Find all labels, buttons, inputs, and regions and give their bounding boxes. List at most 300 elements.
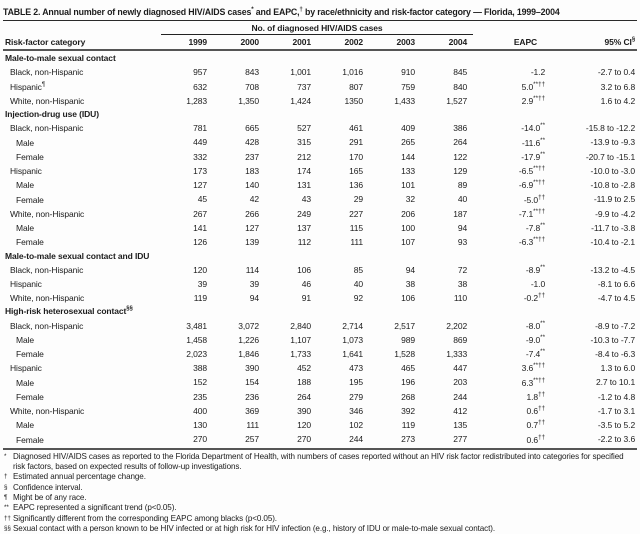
case-count-2002: 40 — [353, 278, 363, 289]
case-count-2000: 428 — [245, 137, 259, 148]
case-count-2000: 237 — [245, 151, 259, 162]
footnotes — [3, 448, 637, 534]
eapc-sup: ** — [540, 319, 546, 327]
case-count-2003: 144 — [401, 151, 415, 162]
eapc-cell — [473, 220, 561, 234]
table-row — [3, 360, 637, 374]
case-count-2004: 72 — [457, 264, 468, 275]
row-label-cell — [3, 346, 161, 360]
case-count-2003: 268 — [401, 391, 415, 402]
row-label-text: Hispanic — [10, 165, 42, 176]
eapc-value: -8.0 — [525, 320, 541, 331]
case-count-2004: 40 — [457, 194, 468, 205]
case-count-2003: 392 — [401, 405, 415, 416]
ci-cell: -10.0 to -3.0 — [590, 165, 636, 176]
ci-cell: -13.2 to -4.5 — [590, 264, 636, 275]
case-count-2004: 93 — [457, 237, 468, 248]
table-row — [3, 177, 637, 191]
case-count-1999: 400 — [193, 405, 207, 416]
footnote — [3, 493, 637, 503]
footnote-text: Confidence interval. — [13, 482, 83, 492]
case-count-2001: 527 — [297, 123, 311, 134]
eapc-cell — [473, 93, 561, 107]
case-count-2002: 1350 — [344, 95, 363, 106]
eapc-sup: ** — [540, 222, 546, 230]
case-count-2000: 236 — [245, 391, 259, 402]
col-header-2004: 2004 — [448, 37, 468, 48]
ci-cell: -9.9 to -4.2 — [595, 208, 636, 219]
case-count-2002: 102 — [349, 420, 363, 431]
row-label-sup: ¶ — [41, 81, 45, 88]
row-label-text: Hispanic — [10, 278, 42, 289]
case-count-1999: 270 — [193, 434, 207, 445]
case-count-2004: 187 — [453, 208, 468, 219]
row-label-cell — [3, 332, 161, 346]
case-count-1999: 173 — [193, 165, 207, 176]
eapc-cell — [473, 346, 561, 360]
case-count-1999: 388 — [193, 363, 207, 374]
case-count-2004: 129 — [453, 165, 468, 176]
row-label-cell — [3, 318, 161, 332]
row-label-text: Male — [16, 222, 35, 233]
section-header-row — [3, 304, 637, 317]
eapc-cell — [473, 163, 561, 177]
case-count-2000: 665 — [245, 123, 259, 134]
footnote-marker: * — [4, 452, 7, 460]
case-count-2002: 346 — [349, 405, 363, 416]
case-count-2001: 174 — [297, 165, 311, 176]
eapc-value: -11.6 — [521, 137, 541, 148]
eapc-sup: **†† — [533, 207, 546, 215]
eapc-value: -17.9 — [521, 151, 541, 162]
case-count-1999: 45 — [197, 194, 207, 205]
span-header-spacer-left — [3, 21, 161, 35]
ci-cell: -8.4 to -6.3 — [595, 349, 636, 359]
row-label-cell — [3, 417, 161, 431]
col-header-2003: 2003 — [396, 37, 415, 48]
section-header-row — [3, 107, 637, 120]
row-label-cell — [3, 360, 161, 374]
table-row — [3, 417, 637, 431]
case-count-2004: 89 — [457, 180, 468, 191]
eapc-cell — [473, 64, 561, 78]
row-label-text: White, non-Hispanic — [10, 405, 85, 416]
table-title-text: TABLE 2. Annual number of newly diagnosed HIV/AIDS cases — [3, 6, 252, 17]
row-label-text: Black, non-Hispanic — [10, 67, 84, 78]
row-label-cell — [3, 220, 161, 234]
case-count-2004: 447 — [453, 363, 468, 374]
eapc-value: 0.7 — [526, 420, 539, 431]
eapc-value: 3.6 — [521, 363, 534, 374]
row-label-text: Female — [16, 349, 44, 359]
col-header-risk-factor: Risk-factor category — [5, 37, 86, 48]
row-label-cell — [3, 375, 161, 389]
ci-cell: 1.3 to 6.0 — [600, 363, 636, 374]
table-row — [3, 318, 637, 332]
eapc-cell — [473, 79, 561, 93]
table-row — [3, 192, 637, 206]
footnote-text: EAPC represented a significant trend (p<0.05). — [13, 503, 177, 513]
case-count-2000: 42 — [249, 194, 259, 205]
case-count-2001: 1,733 — [290, 349, 311, 359]
table-row — [3, 163, 637, 177]
case-count-2001: 91 — [301, 293, 311, 304]
case-count-1999: 127 — [193, 180, 207, 191]
case-count-2003: 759 — [401, 81, 415, 92]
case-count-2000: 708 — [245, 81, 259, 92]
case-count-2001: 2,840 — [290, 320, 311, 331]
ci-cell: -2.2 to 3.6 — [597, 434, 636, 445]
case-count-2004: 277 — [453, 434, 468, 445]
row-label-text: Male — [16, 334, 35, 345]
table-row — [3, 290, 637, 304]
case-count-2001: 112 — [297, 237, 311, 248]
footnote-text: Estimated annual percentage change. — [13, 472, 146, 482]
eapc-sup: ** — [540, 333, 546, 341]
col-header-1999: 1999 — [188, 37, 207, 48]
eapc-sup: †† — [538, 433, 546, 441]
case-count-2004: 1,527 — [446, 95, 468, 106]
case-count-2001: 131 — [297, 180, 311, 191]
case-count-2002: 1,641 — [342, 349, 363, 359]
case-count-2004: 840 — [453, 81, 468, 92]
section-label-text: Injection-drug use (IDU) — [5, 109, 99, 120]
row-label-text: White, non-Hispanic — [10, 293, 85, 304]
eapc-cell — [473, 234, 561, 248]
case-count-2003: 1,528 — [394, 349, 415, 359]
case-count-2003: 265 — [401, 137, 415, 148]
case-count-2000: 111 — [246, 420, 259, 431]
section-label — [3, 107, 637, 120]
footnote-marker: §§ — [4, 524, 11, 532]
eapc-sup: †† — [538, 419, 546, 427]
ci-cell: -2.7 to 0.4 — [597, 67, 636, 78]
eapc-sup: †† — [538, 292, 546, 300]
case-count-2002: 291 — [349, 137, 363, 148]
eapc-cell — [473, 417, 561, 431]
eapc-cell — [473, 332, 561, 346]
row-label-text: Male — [16, 180, 35, 191]
case-count-2000: 94 — [249, 293, 259, 304]
eapc-cell — [473, 135, 561, 149]
ci-cell: 1.6 to 4.2 — [600, 95, 636, 106]
title-asterisk-sup: * — [251, 6, 254, 13]
row-label-cell — [3, 432, 161, 446]
case-count-2002: 29 — [353, 194, 363, 205]
row-label-cell — [3, 206, 161, 220]
case-count-1999: 957 — [193, 67, 207, 78]
case-count-2000: 39 — [249, 278, 259, 289]
case-count-2003: 273 — [401, 434, 415, 445]
case-count-2000: 266 — [245, 208, 259, 219]
case-count-1999: 141 — [193, 222, 207, 233]
ci-header-sup: § — [631, 37, 636, 44]
case-count-1999: 449 — [193, 137, 207, 148]
ci-cell: 2.7 to 10.1 — [596, 377, 636, 388]
ci-cell: -10.3 to -7.7 — [590, 334, 636, 345]
eapc-value: -1.0 — [530, 278, 546, 289]
case-count-2001: 46 — [301, 278, 311, 289]
section-label — [3, 249, 637, 262]
eapc-sup: **†† — [533, 94, 546, 102]
case-count-2001: 390 — [297, 405, 311, 416]
eapc-sup: **†† — [533, 165, 546, 173]
eapc-cell — [473, 290, 561, 304]
eapc-cell — [473, 120, 561, 134]
case-count-2004: 110 — [453, 293, 468, 304]
eapc-sup: ** — [540, 136, 546, 144]
case-count-2004: 244 — [453, 391, 468, 402]
span-header-row — [3, 21, 637, 35]
table-row — [3, 332, 637, 346]
row-label-text: Black, non-Hispanic — [10, 264, 84, 275]
col-header-2002: 2002 — [344, 37, 363, 48]
row-label-cell — [3, 234, 161, 248]
case-count-2000: 390 — [245, 363, 259, 374]
footnote-marker: †† — [4, 514, 11, 522]
row-label-cell — [3, 120, 161, 134]
case-count-2003: 2,517 — [394, 320, 415, 331]
case-count-2003: 409 — [401, 123, 415, 134]
eapc-sup: ** — [540, 348, 546, 356]
case-count-2003: 119 — [401, 420, 415, 431]
case-count-2001: 188 — [297, 377, 311, 388]
case-count-2003: 1,433 — [394, 95, 415, 106]
eapc-sup: †† — [538, 390, 546, 398]
case-count-2004: 94 — [457, 222, 468, 233]
row-label-cell — [3, 149, 161, 163]
case-count-2003: 94 — [405, 264, 415, 275]
span-header-cases: No. of diagnosed HIV/AIDS cases — [161, 21, 473, 35]
eapc-value: -0.2 — [523, 293, 539, 304]
footnote — [3, 503, 637, 513]
row-label-cell — [3, 290, 161, 304]
ci-cell: -10.8 to -2.8 — [590, 180, 636, 191]
section-label-text: Male-to-male sexual contact — [5, 53, 116, 64]
eapc-value: -7.1 — [518, 208, 534, 219]
eapc-cell — [473, 149, 561, 163]
case-count-2001: 1,424 — [290, 95, 311, 106]
case-count-2000: 114 — [245, 264, 259, 275]
case-count-2004: 203 — [453, 377, 468, 388]
eapc-value: -7.8 — [525, 222, 541, 233]
case-count-1999: 126 — [193, 237, 207, 248]
eapc-value: -6.5 — [518, 165, 534, 176]
eapc-value: 5.0 — [521, 81, 534, 92]
row-label-cell — [3, 262, 161, 276]
footnote-text: Diagnosed HIV/AIDS cases as reported to the Florida Department of Health, with numbers of cases reported without an HIV risk factor redistributed into categories for specified risk factors, based on expected results of follow-up investigations. — [13, 451, 624, 472]
ci-cell: -8.9 to -7.2 — [595, 320, 636, 331]
eapc-value: -9.0 — [525, 334, 541, 345]
case-count-2000: 369 — [245, 405, 259, 416]
table-row — [3, 432, 637, 446]
case-count-2004: 38 — [457, 278, 468, 289]
footnote-marker: ** — [4, 504, 9, 512]
row-label-text: Female — [16, 391, 44, 402]
case-count-2000: 3,072 — [238, 320, 259, 331]
eapc-cell — [473, 206, 561, 220]
row-label-text: Hispanic — [10, 363, 42, 374]
row-label-text: White, non-Hispanic — [10, 208, 85, 219]
case-count-2003: 133 — [401, 165, 415, 176]
case-count-1999: 130 — [193, 420, 207, 431]
table-row — [3, 120, 637, 134]
eapc-sup: **†† — [533, 362, 546, 370]
case-count-2001: 1,001 — [290, 67, 311, 78]
eapc-sup: †† — [538, 193, 546, 201]
eapc-cell — [473, 360, 561, 374]
case-count-2004: 845 — [453, 67, 468, 78]
case-count-2001: 212 — [297, 151, 311, 162]
case-count-2002: 165 — [349, 165, 363, 176]
hiv-cases-table — [3, 21, 637, 446]
ci-cell: -3.5 to 5.2 — [597, 420, 636, 431]
row-label-cell — [3, 276, 161, 290]
case-count-2003: 100 — [401, 222, 415, 233]
table-row — [3, 93, 637, 107]
footnote-marker: † — [4, 473, 8, 481]
case-count-2002: 473 — [349, 363, 363, 374]
table-title — [3, 2, 637, 21]
eapc-value: -7.4 — [525, 349, 541, 359]
case-count-1999: 781 — [193, 123, 207, 134]
span-header-spacer-eapc — [473, 21, 561, 35]
case-count-2003: 101 — [401, 180, 415, 191]
case-count-2001: 315 — [297, 137, 311, 148]
eapc-cell — [473, 432, 561, 446]
table-title-text3: by race/ethnicity and risk-factor category — Florida, 1999–2004 — [302, 6, 560, 17]
case-count-2003: 196 — [401, 377, 415, 388]
case-count-1999: 332 — [193, 151, 207, 162]
row-label-text: Female — [16, 194, 44, 205]
eapc-value: -6.3 — [518, 237, 534, 248]
row-label-text: Black, non-Hispanic — [10, 123, 84, 134]
case-count-2003: 106 — [401, 293, 415, 304]
table-row — [3, 149, 637, 163]
table-row — [3, 403, 637, 417]
ci-cell: -1.2 to 4.8 — [597, 391, 636, 402]
case-count-2004: 869 — [453, 334, 468, 345]
case-count-2002: 85 — [353, 264, 363, 275]
eapc-sup: **†† — [533, 80, 546, 88]
case-count-2002: 92 — [353, 293, 363, 304]
row-label-text: Male — [16, 420, 35, 431]
table-row — [3, 346, 637, 360]
row-label-text: Male — [16, 377, 35, 388]
ci-cell: -15.8 to -12.2 — [585, 123, 636, 134]
case-count-2004: 264 — [453, 137, 468, 148]
case-count-1999: 2,023 — [186, 349, 207, 359]
eapc-value: -1.2 — [530, 67, 546, 78]
row-label-text: Female — [16, 434, 44, 445]
row-label-text: White, non-Hispanic — [10, 95, 85, 106]
ci-cell: -11.9 to 2.5 — [593, 194, 636, 205]
row-label-text: Male — [16, 137, 35, 148]
row-label-cell — [3, 93, 161, 107]
ci-cell: -8.1 to 6.6 — [597, 278, 636, 289]
case-count-2004: 412 — [453, 405, 468, 416]
case-count-2003: 107 — [401, 237, 415, 248]
row-label-cell — [3, 192, 161, 206]
case-count-2004: 386 — [453, 123, 468, 134]
case-count-2000: 127 — [245, 222, 259, 233]
footnote-text: Sexual contact with a person known to be HIV infected or at high risk for HIV infection (e.g., history of IDU or male-to-male sexual contact). — [13, 523, 495, 533]
footnote — [3, 452, 637, 473]
case-count-1999: 39 — [197, 278, 207, 289]
section-label-text: Male-to-male sexual contact and IDU — [5, 250, 150, 261]
case-count-2004: 1,333 — [446, 349, 468, 359]
table-row — [3, 389, 637, 403]
case-count-2001: 43 — [301, 194, 311, 205]
section-header-row — [3, 249, 637, 262]
eapc-sup: **†† — [533, 236, 546, 244]
case-count-2002: 2,714 — [342, 320, 363, 331]
case-count-2002: 244 — [349, 434, 363, 445]
case-count-2002: 807 — [349, 81, 363, 92]
case-count-2001: 270 — [297, 434, 311, 445]
case-count-2001: 249 — [297, 208, 311, 219]
case-count-2002: 1,016 — [342, 67, 363, 78]
row-label-cell — [3, 64, 161, 78]
footnote — [3, 524, 637, 534]
table-row — [3, 206, 637, 220]
eapc-value: 0.6 — [526, 434, 539, 445]
case-count-2003: 910 — [401, 67, 415, 78]
eapc-value: 2.9 — [521, 95, 534, 106]
case-count-2000: 1,846 — [238, 349, 259, 359]
case-count-2000: 139 — [245, 237, 259, 248]
section-label-sup: §§ — [126, 306, 133, 313]
eapc-sup: **†† — [533, 179, 546, 187]
case-count-2004: 135 — [453, 420, 468, 431]
case-count-2002: 195 — [349, 377, 363, 388]
case-count-2001: 452 — [297, 363, 311, 374]
table-title-text2: and EAPC, — [253, 6, 300, 17]
row-label-text: Female — [16, 237, 44, 248]
case-count-2003: 38 — [405, 278, 415, 289]
case-count-1999: 1,458 — [186, 334, 207, 345]
case-count-2003: 206 — [401, 208, 415, 219]
case-count-1999: 152 — [193, 377, 207, 388]
ci-cell: -13.9 to -9.3 — [590, 137, 636, 148]
col-header-ci — [561, 34, 637, 50]
eapc-value: 0.6 — [526, 405, 539, 416]
footnote-marker: ¶ — [4, 494, 8, 501]
eapc-cell — [473, 318, 561, 332]
case-count-2001: 1,107 — [290, 334, 311, 345]
footnote — [3, 514, 637, 524]
eapc-value: -5.0 — [523, 194, 539, 205]
case-count-2002: 115 — [349, 222, 363, 233]
row-label-cell — [3, 389, 161, 403]
case-count-2001: 120 — [297, 420, 311, 431]
ci-cell: -11.7 to -3.8 — [591, 222, 636, 233]
case-count-2002: 461 — [349, 123, 363, 134]
eapc-cell — [473, 276, 561, 290]
section-header-row — [3, 50, 637, 64]
table-row — [3, 79, 637, 93]
eapc-value: 1.8 — [526, 391, 539, 402]
case-count-2000: 843 — [245, 67, 259, 78]
case-count-2001: 106 — [297, 264, 311, 275]
case-count-2002: 136 — [349, 180, 363, 191]
case-count-2003: 32 — [405, 194, 415, 205]
section-label — [3, 304, 637, 317]
eapc-value: -14.0 — [521, 123, 541, 134]
case-count-2004: 2,202 — [446, 320, 468, 331]
col-header-eapc: EAPC — [513, 37, 538, 48]
case-count-2000: 140 — [245, 180, 259, 191]
